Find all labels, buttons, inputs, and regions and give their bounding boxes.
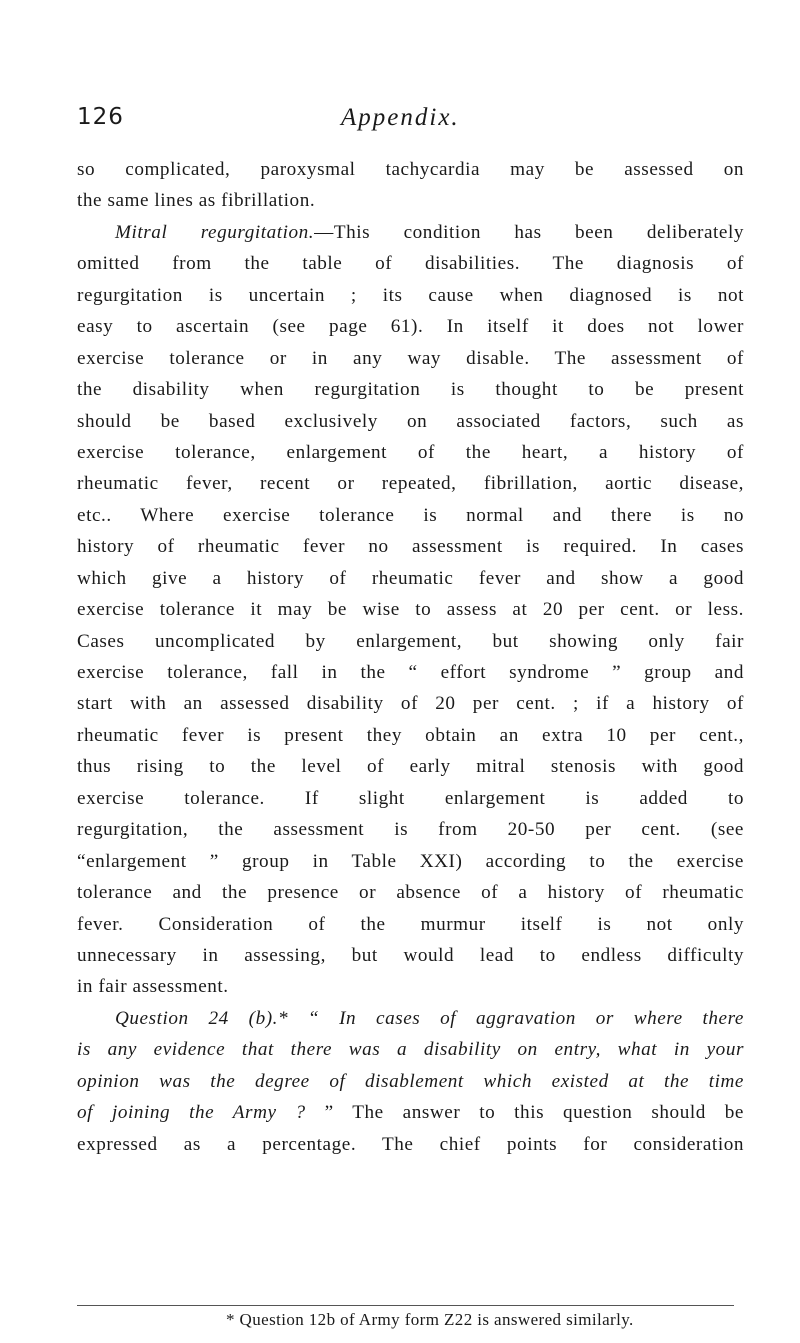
text-line [77, 1097, 744, 1128]
text-line: regurgitation is uncertain ; its cause when diagnosed is not [77, 284, 744, 306]
text-line: the same lines as fibrillation. [77, 190, 316, 212]
page-number: 126 [77, 104, 124, 130]
text-line: rheumatic fever is present they obtain an extra 10 per cent., [77, 724, 744, 746]
footnote-divider [77, 1305, 734, 1306]
text-line: the disability when regurgitation is thought to be present [77, 379, 744, 401]
text-line: which give a history of rheumatic fever and show a good [77, 567, 744, 589]
text-line: easy to ascertain (see page 61). In itself it does not lower [77, 316, 744, 338]
text-fragment: “ In cases of aggravation or where there [308, 1007, 744, 1029]
text-line: fever. Consideration of the murmur itself is not only [77, 913, 744, 935]
text-line: opinion was the degree of disablement which existed at the time [77, 1070, 744, 1092]
text-line: in fair assessment. [77, 976, 229, 998]
text-line: exercise tolerance it may be wise to assess at 20 per cent. or less. [77, 599, 744, 621]
text-line: expressed as a percentage. The chief points for consideration [77, 1133, 744, 1155]
text-line: omitted from the table of disabilities. The diagnosis of [77, 253, 744, 275]
text-line: Cases uncomplicated by enlargement, but showing only fair [77, 630, 744, 652]
text-line: should be based exclusively on associated factors, such as [77, 410, 744, 432]
text-fragment: of joining the Army ? [77, 1102, 306, 1124]
text-line: etc.. Where exercise tolerance is normal and there is no [77, 504, 744, 526]
text-line: start with an assessed disability of 20 per cent. ; if a history of [77, 693, 744, 715]
text-line: exercise tolerance. If slight enlargement is added to [77, 787, 744, 809]
text-line: so complicated, paroxysmal tachycardia may be assessed on [77, 159, 744, 180]
footnote: * Question 12b of Army form Z22 is answered similarly. [226, 1310, 634, 1329]
text-line [77, 217, 744, 248]
text-fragment: —This condition has been deliberately [314, 221, 744, 243]
text-line: exercise tolerance, enlargement of the heart, a history of [77, 441, 744, 463]
text-line: rheumatic fever, recent or repeated, fibrillation, aortic disease, [77, 473, 744, 495]
text-line: history of rheumatic fever no assessment is required. In cases [77, 536, 744, 558]
section-heading: Mitral regurgitation. [115, 221, 315, 243]
running-head: Appendix. [341, 104, 460, 131]
text-line: “enlargement ” group in Table XXI) according to the exercise [77, 850, 744, 872]
question-label: Question 24 (b).* [115, 1007, 289, 1029]
text-line: unnecessary in assessing, but would lead to endless difficulty [77, 944, 744, 966]
text-line: exercise tolerance, fall in the “ effort syndrome ” group and [77, 662, 744, 683]
text-line: is any evidence that there was a disability on entry, what in your [77, 1039, 744, 1061]
text-line: tolerance and the presence or absence of a history of rheumatic [77, 882, 744, 904]
page-header [77, 104, 747, 138]
text-fragment: ” The answer to this question should be [305, 1102, 745, 1124]
text-line: thus rising to the level of early mitral stenosis with good [77, 756, 744, 778]
text-line: regurgitation, the assessment is from 20-50 per cent. (see [77, 819, 744, 841]
text-line: exercise tolerance or in any way disable. The assessment of [77, 347, 744, 369]
body-text [77, 154, 744, 1160]
text-line [77, 1003, 744, 1034]
